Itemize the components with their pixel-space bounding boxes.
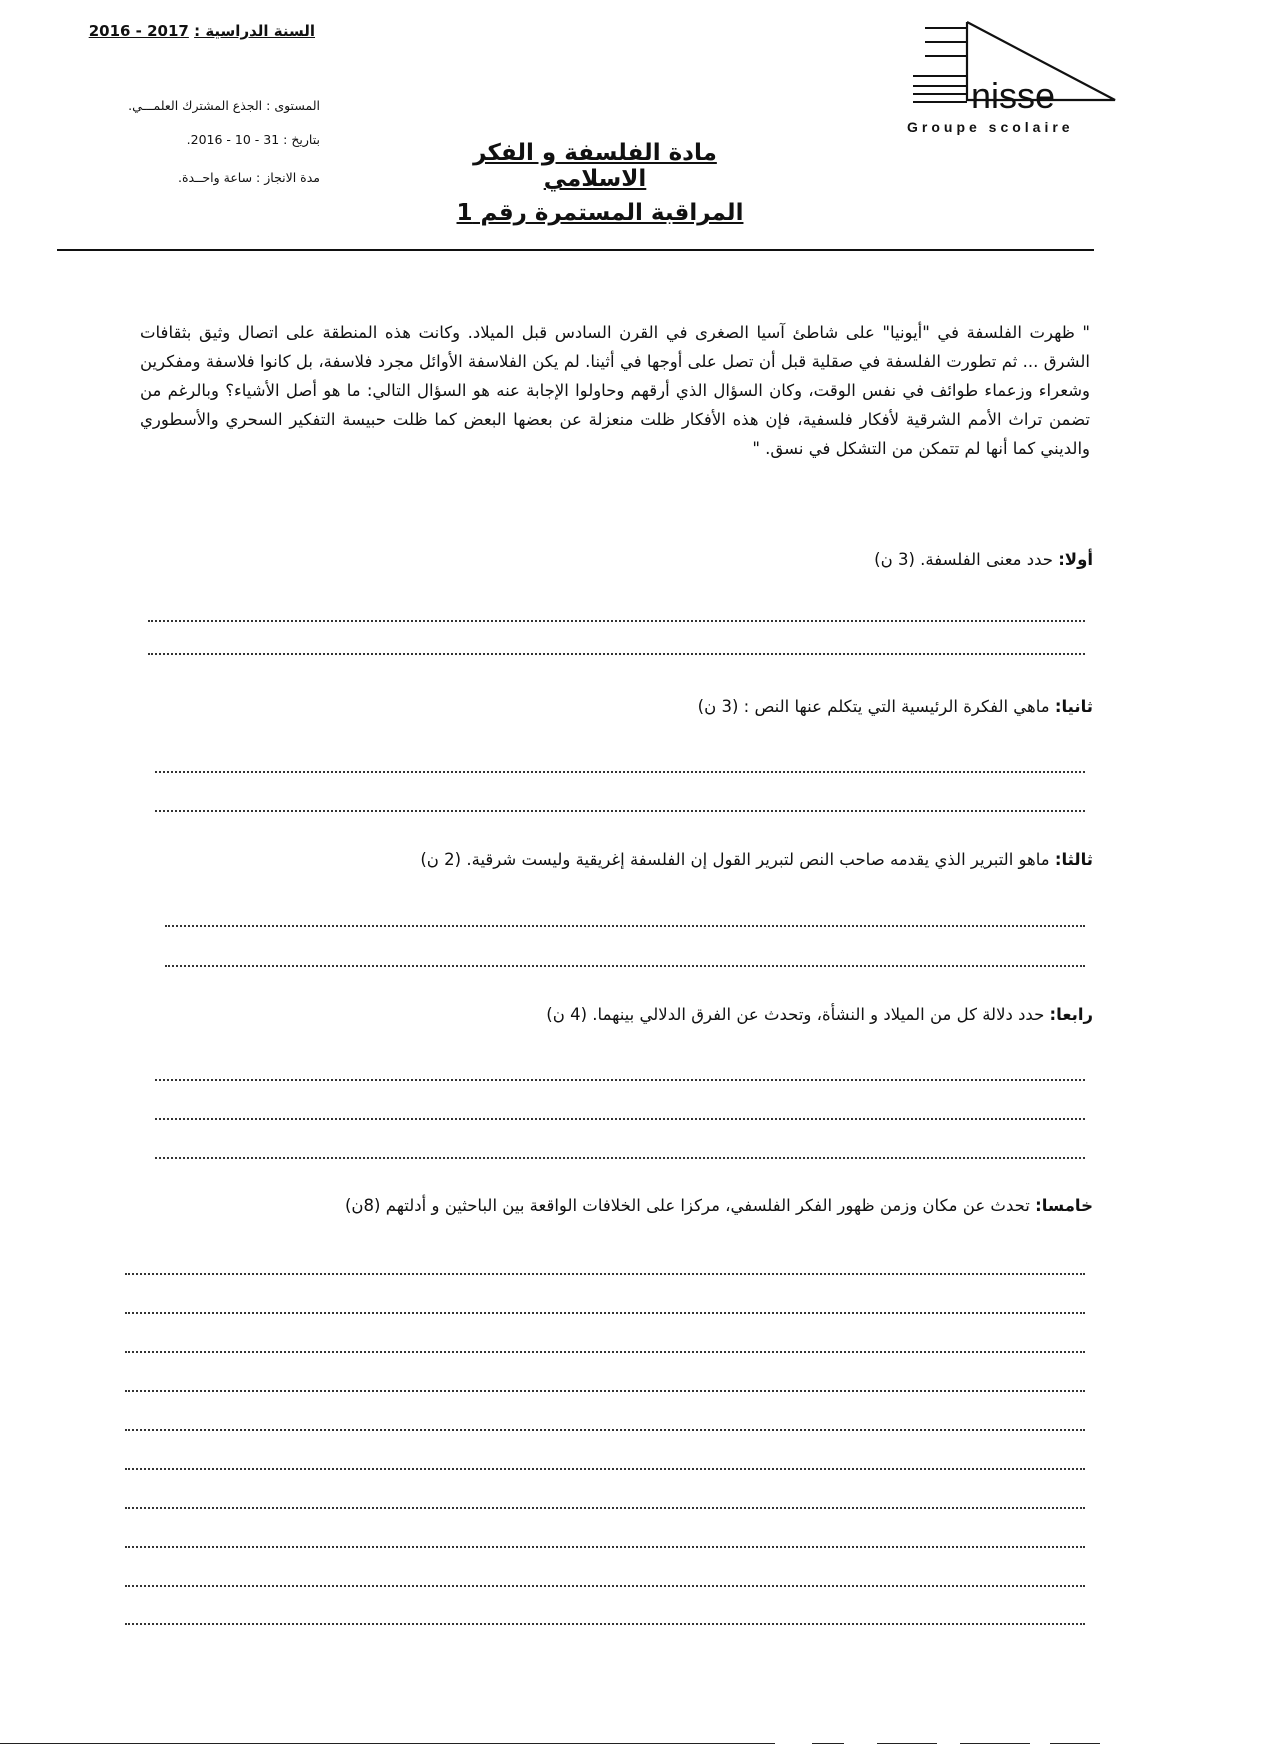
answer-line[interactable]: [148, 653, 1085, 655]
question-5-label: خامسا:: [1035, 1196, 1093, 1215]
answer-line[interactable]: [125, 1429, 1085, 1431]
answer-line[interactable]: [125, 1351, 1085, 1353]
question-2-text: ماهي الفكرة الرئيسية التي يتكلم عنها النص : (3 ن): [697, 697, 1055, 716]
question-2-label: ثانيا:: [1054, 697, 1093, 716]
question-5: [345, 1196, 1093, 1215]
date-info: بتاريخ : 31 - 10 - 2016.: [186, 132, 320, 147]
answer-line[interactable]: [125, 1390, 1085, 1392]
answer-line[interactable]: [125, 1546, 1085, 1548]
question-3: [420, 850, 1093, 869]
answer-line[interactable]: [155, 810, 1085, 812]
logo-tagline: Groupe scolaire: [907, 119, 1074, 135]
question-2: [698, 697, 1093, 716]
question-1-text: حدد معنى الفلسفة. (3 ن): [874, 550, 1059, 569]
footer-rule: [877, 1743, 937, 1744]
answer-line[interactable]: [125, 1585, 1085, 1587]
footer-rule: [812, 1743, 844, 1744]
answer-line[interactable]: [165, 965, 1085, 967]
school-year: [70, 22, 315, 40]
answer-line[interactable]: [155, 1079, 1085, 1081]
text-passage: " ظهرت الفلسفة في "أيونيا" على شاطئ آسيا الصغرى في القرن السادس قبل الميلاد. وكانت هذه المنطقة على اتصال وثيق بثقافات الشرق ... ثم تطورت الفلسفة في صقلية قبل أن تصل على أوجها في أثينا. لم يكن الفلاسفة الأوائل مجرد فلاسفة، بل كانوا فلاسفة ومفكرين وشعراء وزعماء طوائف في نفس الوقت، وكان السؤال الذي أرقهم وحاولوا الإجابة عنه هو السؤال التالي: ما هو أصل الأشياء؟ وبالرغم من تضمن تراث الأمم الشرقية لأفكار فلسفية، فإن هذه الأفكار ظلت منعزلة عن بعضها البعض كما ظلت حبيسة التفكير السحري والأسطوري والديني كما أنها لم تتمكن من التشكل في نسق. ": [140, 323, 1090, 458]
question-4: [546, 1005, 1093, 1024]
question-1-label: أولا:: [1058, 550, 1093, 569]
question-3-text: ماهو التبرير الذي يقدمه صاحب النص لتبرير القول إن الفلسفة إغريقية وليست شرقية. (2 ن): [420, 850, 1055, 869]
answer-line[interactable]: [155, 1157, 1085, 1159]
answer-line[interactable]: [148, 620, 1085, 622]
footer-rule: [960, 1743, 1030, 1744]
level-info: المستوى : الجذع المشترك العلمـــي.: [128, 98, 320, 113]
school-logo: [905, 20, 1150, 135]
answer-line[interactable]: [125, 1273, 1085, 1275]
exam-title: المراقبة المستمرة رقم 1: [456, 200, 744, 226]
answer-line[interactable]: [155, 1118, 1085, 1120]
question-4-label: رابعا:: [1049, 1005, 1093, 1024]
logo-name: nisse: [971, 75, 1056, 116]
question-5-text: تحدث عن مكان وزمن ظهور الفكر الفلسفي، مركزا على الخلافات الواقعة بين الباحثين و أدلتهم (8ن): [344, 1196, 1036, 1215]
answer-line[interactable]: [125, 1312, 1085, 1314]
school-year-value: 2016 - 2017: [88, 22, 189, 40]
question-4-text: حدد دلالة كل من الميلاد و النشأة، وتحدث عن الفرق الدلالي بينهما. (4 ن): [546, 1005, 1050, 1024]
answer-line[interactable]: [165, 925, 1085, 927]
answer-line[interactable]: [125, 1507, 1085, 1509]
answer-line[interactable]: [155, 771, 1085, 773]
duration-info: مدة الانجاز : ساعة واحــدة.: [178, 170, 320, 185]
school-year-label: السنة الدراسية :: [194, 22, 315, 40]
answer-line[interactable]: [125, 1468, 1085, 1470]
header-divider: [57, 249, 1094, 251]
subject-title: مادة الفلسفة و الفكر الاسلامي: [473, 140, 717, 192]
footer-rule: [1050, 1743, 1100, 1744]
question-3-label: ثالثا:: [1054, 850, 1093, 869]
logo-stripes-icon: [913, 28, 967, 102]
footer-rule: [0, 1743, 775, 1744]
answer-line[interactable]: [125, 1623, 1085, 1625]
question-1: [874, 550, 1093, 569]
